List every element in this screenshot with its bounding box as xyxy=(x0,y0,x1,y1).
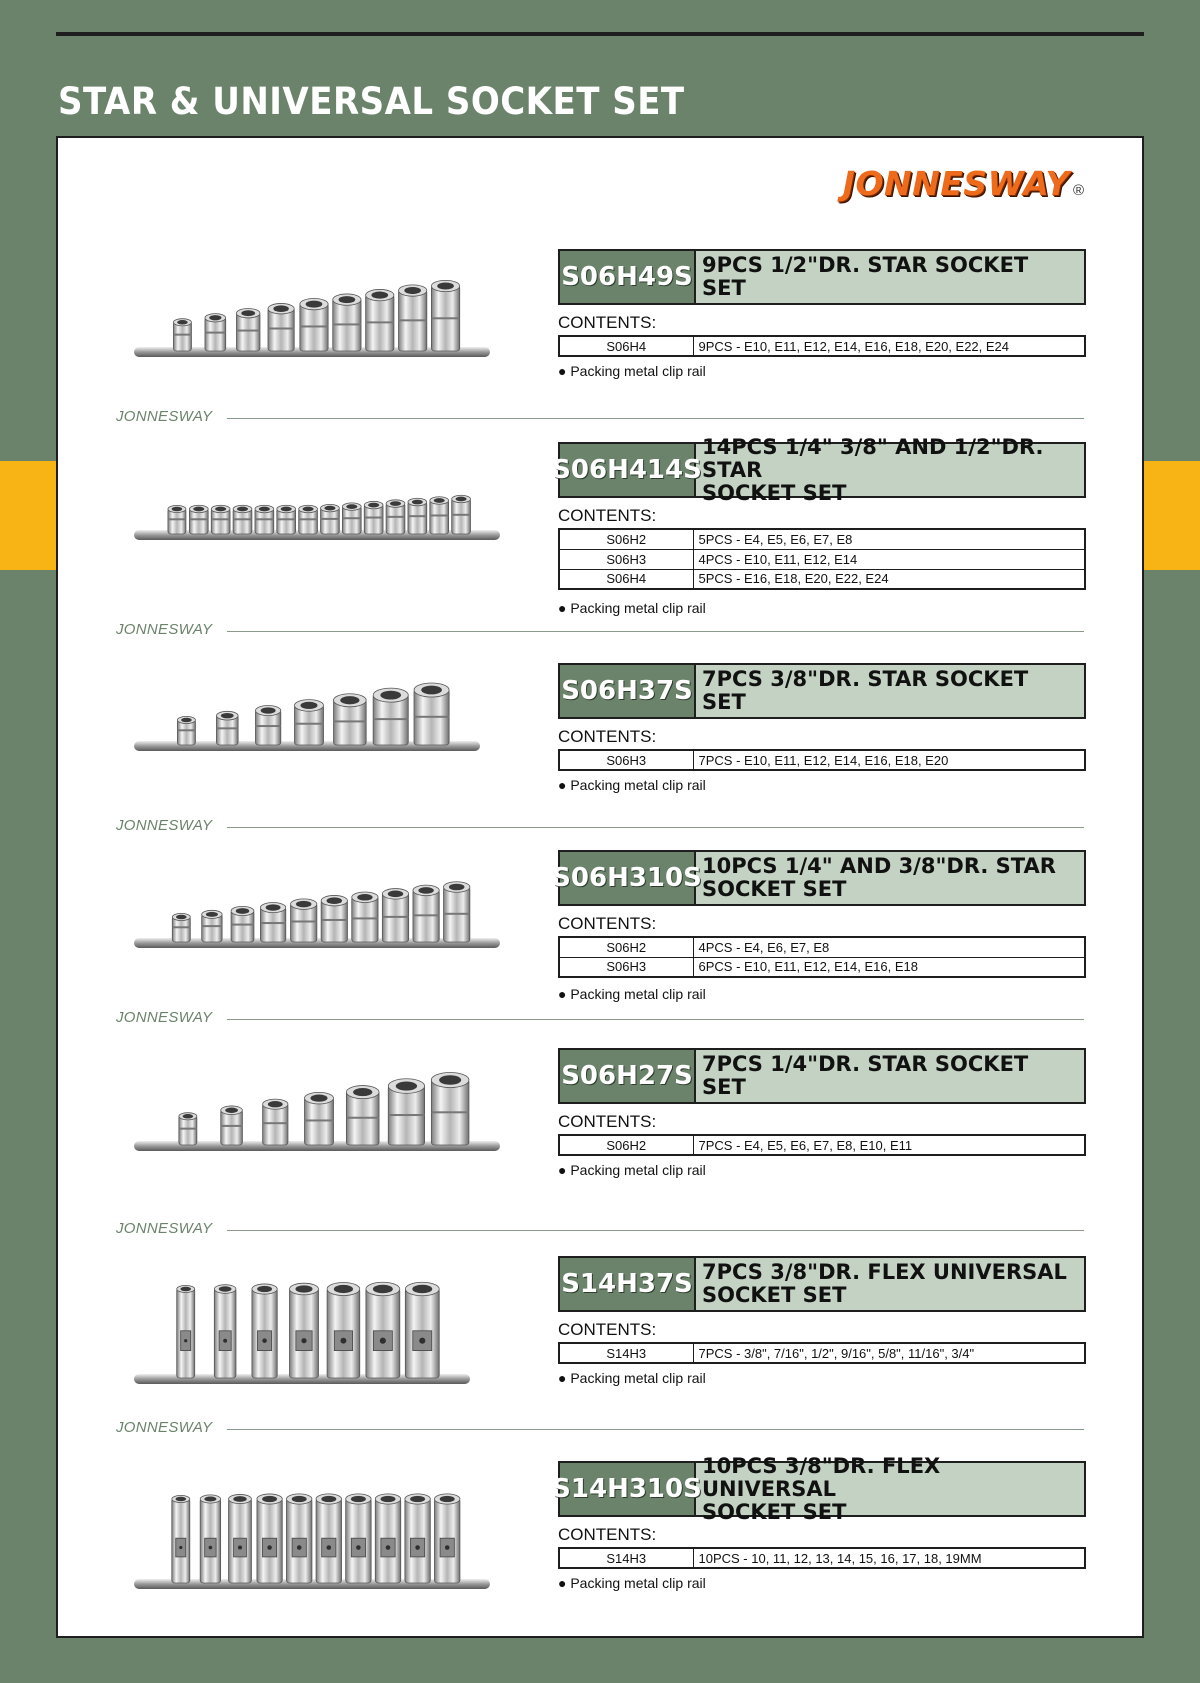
star-socket xyxy=(430,497,449,534)
star-socket xyxy=(431,1072,469,1145)
section-separator xyxy=(58,817,1142,837)
socket-set-image xyxy=(132,673,482,763)
star-socket xyxy=(263,1099,288,1145)
product-photo xyxy=(132,269,492,369)
separator-brand-label: JONNESWAY xyxy=(116,621,213,638)
star-socket xyxy=(452,495,471,534)
flex-socket xyxy=(257,1494,282,1583)
packing-note: ● Packing metal clip rail xyxy=(558,1162,706,1178)
table-row xyxy=(559,957,1085,977)
star-socket xyxy=(179,1113,197,1145)
star-socket xyxy=(431,280,459,351)
table-row xyxy=(559,1343,1085,1363)
part-number-cell: S06H4 xyxy=(559,569,693,589)
star-socket xyxy=(211,505,230,534)
contents-table xyxy=(558,335,1086,357)
star-socket xyxy=(364,501,383,534)
star-socket xyxy=(408,498,427,534)
table-row xyxy=(559,1548,1085,1568)
contents-label: CONTENTS: xyxy=(558,506,657,525)
part-number-cell: S14H3 xyxy=(559,1343,693,1363)
contents-label: CONTENTS: xyxy=(558,1320,657,1339)
flex-socket xyxy=(286,1494,311,1583)
flex-socket xyxy=(366,1282,400,1378)
sizes-cell: 9PCS - E10, E11, E12, E14, E16, E18, E20, E22, E24 xyxy=(693,336,1085,356)
product-title: 7PCS 1/4"DR. STAR SOCKET SET xyxy=(702,1052,1029,1099)
product-title: 10PCS 3/8"DR. FLEX UNIVERSAL SOCKET SET xyxy=(702,1453,941,1524)
section-separator xyxy=(58,1419,1142,1439)
star-socket xyxy=(177,716,195,745)
star-socket xyxy=(277,505,296,534)
part-number-cell: S14H3 xyxy=(559,1548,693,1568)
flex-socket xyxy=(172,1495,190,1583)
separator-brand-label: JONNESWAY xyxy=(116,1220,213,1237)
star-socket xyxy=(413,885,439,942)
star-socket xyxy=(168,505,186,534)
socket-set-image xyxy=(132,870,502,960)
sizes-cell: 6PCS - E10, E11, E12, E14, E16, E18 xyxy=(693,957,1085,977)
separator-line xyxy=(227,418,1084,419)
star-socket xyxy=(386,500,405,534)
star-socket xyxy=(236,309,260,351)
product-photo xyxy=(132,482,502,552)
sizes-cell: 7PCS - 3/8", 7/16", 1/2", 9/16", 5/8", 11/16", 3/4" xyxy=(693,1343,1085,1363)
packing-note: ● Packing metal clip rail xyxy=(558,363,706,379)
separator-brand-label: JONNESWAY xyxy=(116,817,213,834)
contents-label: CONTENTS: xyxy=(558,914,657,933)
part-number-cell: S06H4 xyxy=(559,336,693,356)
part-number-cell: S06H2 xyxy=(559,529,693,549)
star-socket xyxy=(231,906,254,942)
sizes-cell: 7PCS - E10, E11, E12, E14, E16, E18, E20 xyxy=(693,750,1085,770)
star-socket xyxy=(260,902,285,942)
contents-label: CONTENTS: xyxy=(558,727,657,746)
packing-note: ● Packing metal clip rail xyxy=(558,1370,706,1386)
packing-note: ● Packing metal clip rail xyxy=(558,600,706,616)
table-row xyxy=(559,549,1085,569)
star-socket xyxy=(334,694,367,745)
flex-socket xyxy=(405,1282,439,1378)
star-socket xyxy=(233,505,252,534)
star-socket xyxy=(342,503,361,534)
sizes-cell: 7PCS - E4, E5, E6, E7, E8, E10, E11 xyxy=(693,1135,1085,1155)
page-title: STAR & UNIVERSAL SOCKET SET xyxy=(58,80,685,123)
flex-socket xyxy=(434,1494,459,1583)
flex-socket xyxy=(214,1285,236,1378)
packing-note: ● Packing metal clip rail xyxy=(558,1575,706,1591)
star-socket xyxy=(205,314,226,351)
star-socket xyxy=(299,505,318,534)
socket-set-image xyxy=(132,1063,502,1163)
star-socket xyxy=(216,711,238,745)
separator-line xyxy=(227,827,1084,828)
star-socket xyxy=(291,899,317,942)
socket-set-image xyxy=(132,269,492,369)
product-code: S06H37S xyxy=(560,665,696,717)
part-number-cell: S06H2 xyxy=(559,937,693,957)
contents-table xyxy=(558,1134,1086,1156)
separator-line xyxy=(227,1230,1084,1231)
product-title: 7PCS 3/8"DR. FLEX UNIVERSAL SOCKET SET xyxy=(702,1260,1067,1307)
table-row xyxy=(559,569,1085,589)
left-side-tab xyxy=(0,461,56,570)
separator-line xyxy=(227,631,1084,632)
star-socket xyxy=(321,895,347,942)
table-row xyxy=(559,336,1085,356)
contents-label: CONTENTS: xyxy=(558,1525,657,1544)
sizes-cell: 4PCS - E10, E11, E12, E14 xyxy=(693,549,1085,569)
section-separator xyxy=(58,1009,1142,1029)
product-header xyxy=(558,663,1086,719)
star-socket xyxy=(295,700,324,745)
table-row xyxy=(559,937,1085,957)
product-title: 9PCS 1/2"DR. STAR SOCKET SET xyxy=(702,253,1029,300)
product-code: S06H49S xyxy=(560,251,696,303)
star-socket xyxy=(346,1086,379,1145)
section-separator xyxy=(58,1220,1142,1240)
star-socket xyxy=(172,913,190,942)
product-photo xyxy=(132,870,502,960)
contents-table xyxy=(558,1547,1086,1569)
contents-table xyxy=(558,1342,1086,1364)
product-photo xyxy=(132,1486,492,1601)
contents-table xyxy=(558,749,1086,771)
star-socket xyxy=(352,892,378,942)
product-header xyxy=(552,434,1086,505)
contents-table xyxy=(558,528,1086,590)
sizes-cell: 5PCS - E16, E18, E20, E22, E24 xyxy=(693,569,1085,589)
product-code: S14H310S xyxy=(560,1463,696,1515)
section-separator xyxy=(58,408,1142,428)
flex-socket xyxy=(346,1494,371,1583)
product-title: 7PCS 3/8"DR. STAR SOCKET SET xyxy=(702,667,1029,714)
product-photo xyxy=(132,1276,472,1396)
star-socket xyxy=(255,705,280,745)
product-photo xyxy=(132,673,482,763)
product-code: S06H27S xyxy=(560,1050,696,1102)
sizes-cell: 10PCS - 10, 11, 12, 13, 14, 15, 16, 17, 18, 19MM xyxy=(693,1548,1085,1568)
separator-brand-label: JONNESWAY xyxy=(116,1419,213,1436)
star-socket xyxy=(255,505,274,534)
star-socket xyxy=(321,504,340,534)
star-socket xyxy=(268,303,294,351)
product-photo xyxy=(132,1063,502,1163)
packing-note: ● Packing metal clip rail xyxy=(558,986,706,1002)
packing-note: ● Packing metal clip rail xyxy=(558,777,706,793)
brand-logo xyxy=(843,164,1084,203)
flex-socket xyxy=(405,1494,430,1583)
star-socket xyxy=(414,683,449,745)
flex-socket xyxy=(375,1494,400,1583)
sizes-cell: 5PCS - E4, E5, E6, E7, E8 xyxy=(693,529,1085,549)
star-socket xyxy=(173,319,191,351)
product-header xyxy=(552,1453,1086,1524)
sizes-cell: 4PCS - E4, E6, E7, E8 xyxy=(693,937,1085,957)
flex-socket xyxy=(316,1494,341,1583)
star-socket xyxy=(305,1092,334,1145)
star-socket xyxy=(221,1106,243,1145)
top-rule xyxy=(56,32,1144,36)
product-code: S06H414S xyxy=(560,444,696,496)
star-socket xyxy=(366,289,394,351)
product-header xyxy=(558,1048,1086,1104)
product-header xyxy=(552,850,1086,906)
registered-mark: ® xyxy=(1072,182,1084,199)
brand-name: JONNESWAY xyxy=(842,164,1070,203)
separator-brand-label: JONNESWAY xyxy=(116,1009,213,1026)
part-number-cell: S06H3 xyxy=(559,549,693,569)
star-socket xyxy=(382,889,408,942)
star-socket xyxy=(399,285,427,351)
table-row xyxy=(559,529,1085,549)
flex-socket xyxy=(177,1285,195,1378)
right-side-tab xyxy=(1144,461,1200,570)
flex-socket xyxy=(252,1284,277,1378)
table-row xyxy=(559,1135,1085,1155)
contents-label: CONTENTS: xyxy=(558,313,657,332)
product-title: 10PCS 1/4" AND 3/8"DR. STAR SOCKET SET xyxy=(702,854,1056,901)
socket-set-image xyxy=(132,1276,472,1396)
flex-socket xyxy=(229,1494,252,1583)
product-code: S14H37S xyxy=(560,1258,696,1310)
table-row xyxy=(559,750,1085,770)
product-header xyxy=(558,1256,1086,1312)
separator-line xyxy=(227,1019,1084,1020)
product-title: 14PCS 1/4" 3/8" AND 1/2"DR. STAR SOCKET SET xyxy=(702,434,1044,505)
star-socket xyxy=(202,910,222,942)
catalog-panel xyxy=(56,136,1144,1638)
part-number-cell: S06H3 xyxy=(559,750,693,770)
star-socket xyxy=(388,1079,424,1145)
socket-set-image xyxy=(132,1486,492,1601)
contents-table xyxy=(558,936,1086,978)
part-number-cell: S06H2 xyxy=(559,1135,693,1155)
product-header xyxy=(558,249,1086,305)
part-number-cell: S06H3 xyxy=(559,957,693,977)
flex-socket xyxy=(327,1282,360,1378)
product-code: S06H310S xyxy=(560,852,696,904)
star-socket xyxy=(444,882,470,942)
separator-brand-label: JONNESWAY xyxy=(116,408,213,425)
star-socket xyxy=(300,298,328,351)
star-socket xyxy=(189,505,208,534)
separator-line xyxy=(227,1429,1084,1430)
star-socket xyxy=(373,688,408,745)
contents-label: CONTENTS: xyxy=(558,1112,657,1131)
section-separator xyxy=(58,621,1142,641)
socket-set-image xyxy=(132,482,502,552)
flex-socket xyxy=(290,1283,319,1378)
flex-socket xyxy=(200,1495,220,1583)
star-socket xyxy=(333,294,361,351)
